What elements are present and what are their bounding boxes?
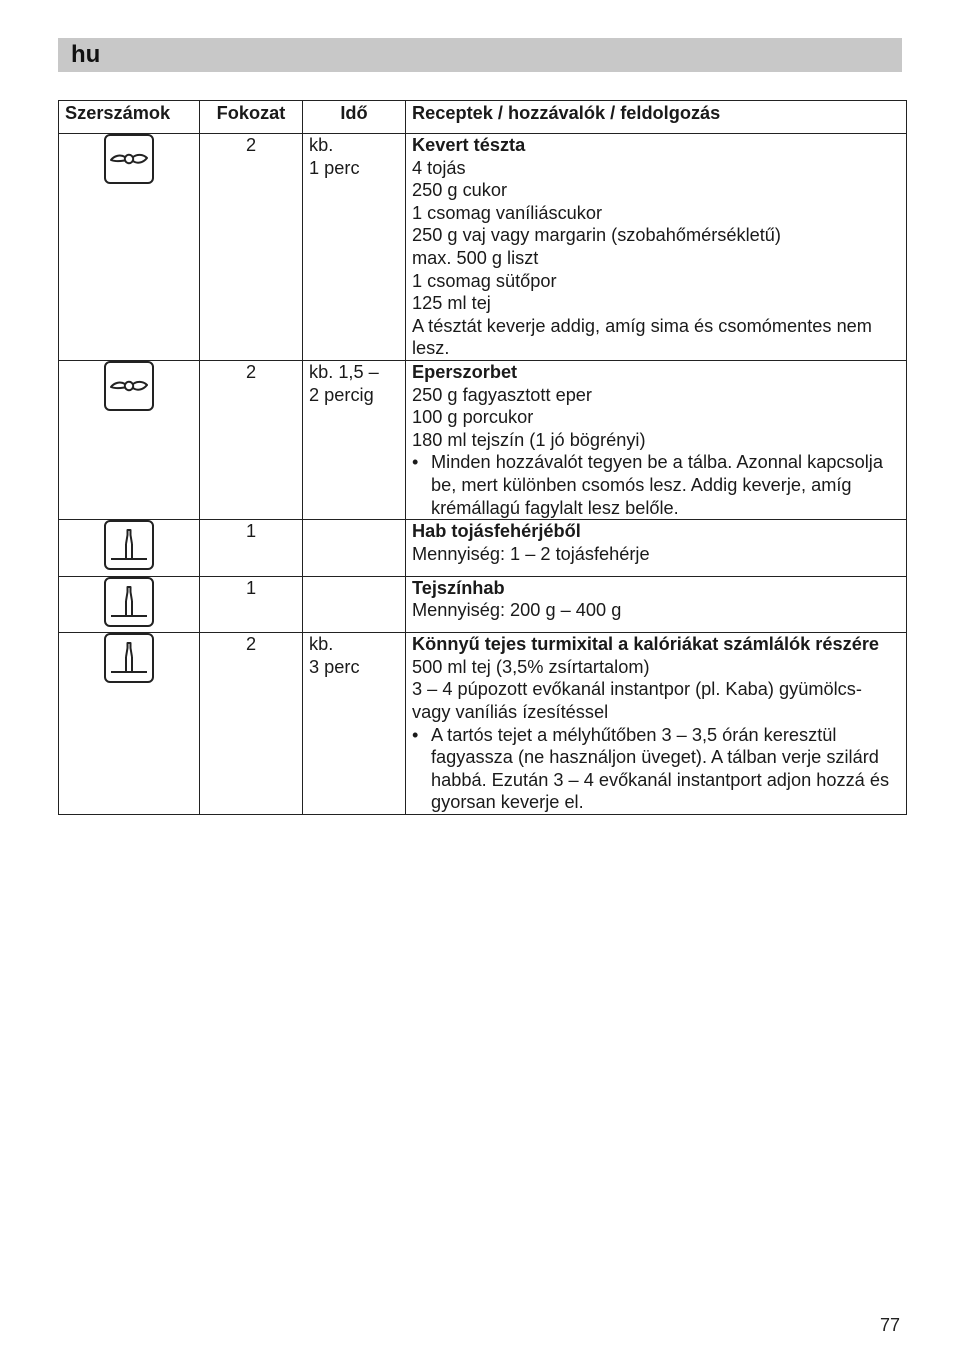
whisk-icon [104, 577, 154, 627]
recipe-title: Tejszínhab [412, 577, 505, 598]
speed-cell: 2 [200, 360, 303, 519]
recipe-title: Könnyű tejes turmixital a kalóriákat számlálók részére [412, 634, 880, 655]
recipe-line: 250 g vaj vagy margarin (szobahőmérsékletű) [412, 225, 781, 246]
blade-icon [104, 361, 154, 411]
speed-cell: 1 [200, 576, 303, 633]
header-recipes: Receptek / hozzávalók / feldolgozás [406, 101, 907, 134]
recipe-line: Mennyiség: 1 – 2 tojásfehérje [412, 543, 650, 564]
time-cell [303, 576, 406, 633]
recipe-title: Eperszorbet [412, 361, 518, 382]
recipe-bullet: • Minden hozzávalót tegyen be a tálba. Azonnal kapcsolja be, mert különben csomós lesz. Addig keverje, amíg krémállagú fagylalt lesz belőle. [412, 451, 900, 519]
recipe-cell [406, 520, 907, 577]
recipe-bullet: • A tartós tejet a mélyhűtőben 3 – 3,5 órán keresztül fagyassza (ne használjon üveget). A tálban verje szilárd habbá. Ezután 3 – 4 evőkanál instantport adjon hozzá és gyorsan keverje el. [412, 724, 900, 814]
recipe-line: 250 g cukor [412, 180, 508, 201]
table-row [59, 360, 907, 519]
recipe-cell [406, 633, 907, 815]
recipe-line: 3 – 4 púpozott evőkanál instantpor (pl. Kaba) gyümölcs- vagy vaníliás ízesítéssel [412, 679, 862, 723]
recipe-title: Kevert tészta [412, 135, 526, 155]
whisk-icon [104, 633, 154, 683]
table-row [59, 633, 907, 815]
tool-cell [59, 134, 200, 361]
time-line: 3 perc [309, 656, 360, 677]
whisk-icon [104, 520, 154, 570]
time-cell [303, 520, 406, 577]
table-header-row [59, 101, 907, 134]
time-cell [303, 134, 406, 361]
speed-cell: 2 [200, 134, 303, 361]
tool-cell [59, 576, 200, 633]
recipe-cell [406, 134, 907, 361]
speed-cell: 1 [200, 520, 303, 577]
tool-cell [59, 360, 200, 519]
time-line: 1 perc [309, 157, 360, 178]
time-line: kb. [309, 634, 334, 655]
recipe-line: A tésztát keverje addig, amíg sima és csomómentes nem lesz. [412, 315, 872, 359]
header-speed: Fokozat [200, 101, 303, 134]
recipe-title: Hab tojásfehérjéből [412, 521, 581, 542]
header-time: Idő [303, 101, 406, 134]
recipe-line: 180 ml tejszín (1 jó bögrényi) [412, 429, 646, 450]
table-row [59, 576, 907, 633]
time-cell [303, 633, 406, 815]
recipe-line: 100 g porcukor [412, 407, 534, 428]
time-line: kb. 1,5 – [309, 361, 379, 382]
recipe-table [58, 100, 907, 815]
recipe-line: 125 ml tej [412, 293, 491, 314]
blade-icon [104, 134, 154, 184]
header-tools: Szerszámok [59, 101, 200, 134]
page-number: 77 [880, 1315, 901, 1335]
recipe-line: 500 ml tej (3,5% zsírtartalom) [412, 656, 650, 677]
time-line: 2 percig [309, 384, 374, 405]
recipe-cell [406, 576, 907, 633]
recipe-line: 4 tojás [412, 157, 466, 178]
tool-cell [59, 633, 200, 815]
language-header-bar [58, 38, 902, 72]
recipe-line: 1 csomag vaníliáscukor [412, 202, 603, 223]
tool-cell [59, 520, 200, 577]
speed-cell: 2 [200, 633, 303, 815]
recipe-line: 1 csomag sütőpor [412, 270, 557, 291]
recipe-line: 250 g fagyasztott eper [412, 384, 592, 405]
recipe-line: max. 500 g liszt [412, 247, 539, 268]
table-row [59, 520, 907, 577]
recipe-cell [406, 360, 907, 519]
language-code: hu [71, 41, 101, 68]
recipe-line: Mennyiség: 200 g – 400 g [412, 600, 622, 621]
time-cell [303, 360, 406, 519]
time-line: kb. [309, 135, 334, 155]
table-row [59, 134, 907, 361]
